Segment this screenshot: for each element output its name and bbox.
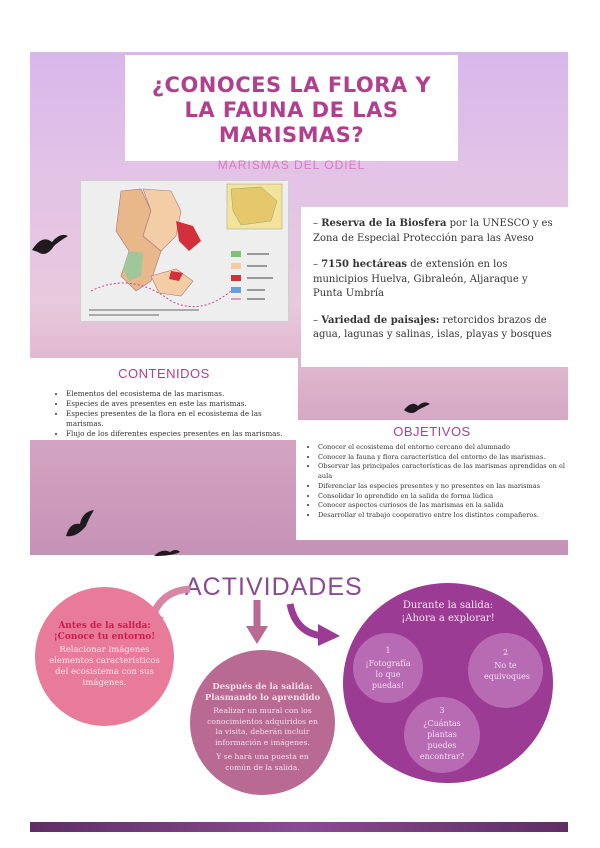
objetivos-heading: OBJETIVOS xyxy=(393,424,471,439)
footer-bar xyxy=(30,822,568,832)
info-item: – Variedad de paisajes: retorcidos brazos de agua, lagunas y salinas, islas, playas y bosques xyxy=(313,314,552,340)
antes-title: Antes de la salida: ¡Conoce tu entorno! xyxy=(53,621,156,642)
objetivos-list xyxy=(296,443,568,521)
despues-title: Después de la salida: Plasmando lo aprendido xyxy=(204,682,321,703)
contenidos-heading: CONTENIDOS xyxy=(118,366,210,381)
durante-sub-2: 2 No te equivoques xyxy=(468,633,543,708)
list-item: • Especies de aves presentes en este las marismas. xyxy=(66,399,298,409)
despues-circle xyxy=(190,650,335,795)
despues-text-2: Y se hará una puesta en común de la salida. xyxy=(216,752,309,772)
list-item: • Flujo de los diferentes especies presentes en las marismas. xyxy=(66,429,298,439)
list-item: • Desarrollar el trabajo cooperativo entre los distintos compañeros. xyxy=(318,511,568,521)
bird-icon xyxy=(62,508,98,542)
map-image xyxy=(80,180,289,322)
durante-sub-3: 3 ¿Cuántas plantas puedes encontrar? xyxy=(404,697,480,773)
list-item: • Elementos del ecosistema de las marismas. xyxy=(66,389,298,399)
list-item: • Observar las principales características de las marismas aprendidas en el aula xyxy=(318,462,568,481)
durante-sub-1: 1 ¡Fotografía lo que puedas! xyxy=(353,633,423,703)
durante-title: Durante la salida: ¡Ahora a explorar! xyxy=(401,600,495,624)
despues-text: Realizar un mural con los conocimientos adquiridos en la visita, deberán incluir información e imágenes. xyxy=(207,706,318,747)
arrow-right-icon xyxy=(284,600,344,648)
list-item: • Diferenciar las especies presentes y no presentes en las marismas xyxy=(318,482,568,492)
list-item: • Consolidar lo aprendido en la salida de forma lúdica xyxy=(318,492,568,502)
page-subtitle: MARISMAS DEL ODIEL xyxy=(217,158,366,172)
title-card xyxy=(125,55,458,172)
antes-text: Relacionar imágenes elementos característicos del ecosistema con sus imágenes. xyxy=(49,645,160,688)
arrow-down-icon xyxy=(244,598,270,646)
info-box xyxy=(301,207,568,367)
list-item: • Conocer aspectos curiosos de las marismas en la salida xyxy=(318,501,568,511)
contenidos-box xyxy=(30,358,298,440)
list-item: • Conocer la fauna y flora característica del entorno de las marismas. xyxy=(318,453,568,463)
contenidos-list xyxy=(30,389,298,439)
list-item: • Especies presentes de la flora en el ecosistema de las marismas. xyxy=(66,409,298,429)
actividades-heading: ACTIVIDADES xyxy=(185,573,363,601)
page-title: ¿CONOCES LA FLORA Y LA FAUNA DE LAS MARISMAS? xyxy=(151,73,432,147)
list-item: • Conocer el ecosistema del entorno cercano del alumnado xyxy=(318,443,568,453)
info-item: – Reserva de la Biosfera por la UNESCO y es Zona de Especial Protección para las Aveso xyxy=(313,218,553,244)
bird-icon xyxy=(30,228,70,258)
bird-icon xyxy=(152,546,182,558)
info-item: – 7150 hectáreas de extensión en los municipios Huelva, Gibraleón, Aljaraque y Punta Umbría xyxy=(313,259,528,299)
objetivos-box xyxy=(296,420,568,540)
antes-circle xyxy=(35,587,174,726)
bird-icon xyxy=(402,398,432,416)
